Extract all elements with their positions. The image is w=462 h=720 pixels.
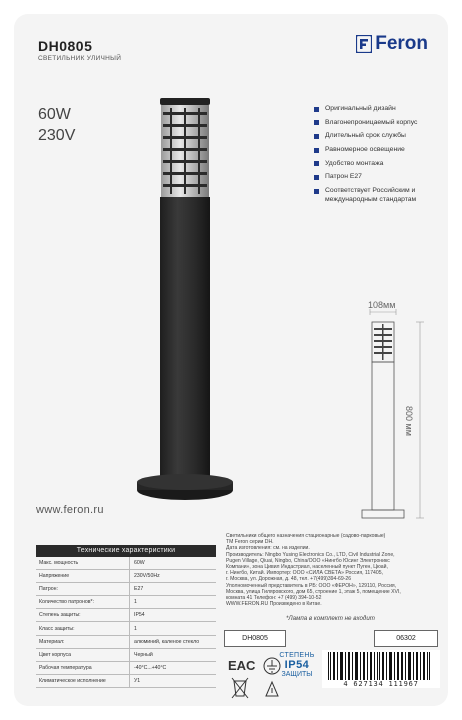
table-row: Патрон: E27 (36, 583, 216, 596)
brand-name: Feron (375, 33, 428, 54)
table-row: Макс. мощность 60W (36, 557, 216, 570)
square-bullet-icon (314, 161, 319, 166)
table-row: Напряжение 230V/50Hz (36, 570, 216, 583)
barcode (322, 650, 440, 684)
feature-item: Влагонепроницаемый корпус (314, 119, 448, 128)
feature-item: Длительный срок службы (314, 132, 448, 141)
outdoor-icon (266, 682, 278, 696)
spec-table-title: Технические характеристики (36, 545, 216, 557)
table-row: Количество патронов*: 1 (36, 596, 216, 609)
voltage-rating: 230V (38, 127, 76, 144)
feature-item: Оригинальный дизайн (314, 105, 448, 114)
manufacturer-info: Светильники общего назначения стационарные (садово-парковые) TM Feron серии DH. Дата изготовления: см. на изделии. Производитель: Ningbo Yusing Electronics Co., LTD, Civil Industrial Zone, Pugen Village, Qiuai, Ningbo, China/ООО «Нингбо Юсинг Электроникс Компани», зона Цивил Индастриал, населенный пункт Пуген, Цюай, г. Нингбо, Китай. Импортер: ООО «СИЛА СВЕТА» Россия, 117405, г. Москва, ул. Дорожная, д. 48, тел. +7(499)394-69-26 Уполномоченный представитель в РБ: ООО «ФЕРОН», 129110, Россия, Москва, улица Гиляровского, дом 65, строение 1, этаж 5, помещение XVI, комната 41 Телефон: +7 (499) 394-10-52 WWW.FERON.RU Произведено в Китае. (226, 533, 401, 608)
table-row: Степень защиты: IP54 (36, 609, 216, 622)
square-bullet-icon (314, 134, 319, 139)
eac-mark: EAC (228, 658, 256, 673)
website-url: www.feron.ru (36, 504, 104, 516)
barcode-number: 4 627134 111967 (322, 680, 440, 688)
feature-item: Удобство монтажа (314, 160, 448, 169)
power-rating: 60W (38, 106, 71, 123)
feature-item: Соответствует Российским и международным стандартам (314, 187, 448, 204)
lamp-not-included-note: *Лампа в комплект не входит (286, 615, 375, 622)
ip-rating-badge: СТЕПЕНЬ IP54 ЗАЩИТЫ (279, 652, 315, 678)
feron-logo-icon (356, 35, 372, 53)
product-subtitle: СВЕТИЛЬНИК УЛИЧНЫЙ (38, 55, 122, 62)
code-row (224, 630, 444, 647)
brand-logo (356, 33, 428, 55)
dimension-width: 108мм (368, 300, 396, 310)
feature-list (314, 105, 448, 209)
recycle-bin-icon (232, 678, 248, 698)
table-row: Класс защиты: 1 (36, 622, 216, 635)
model-number: DH0805 (38, 38, 93, 54)
square-bullet-icon (314, 175, 319, 180)
article-code-box: 06302 (374, 630, 438, 647)
square-bullet-icon (314, 189, 319, 194)
lamp-product-image (134, 96, 244, 506)
table-row: Рабочая температура -40°C...+40°C (36, 662, 216, 675)
product-card (14, 14, 448, 706)
table-row: Цвет корпуса Черный (36, 649, 216, 662)
spec-table (36, 545, 216, 688)
feature-item: Равномерное освещение (314, 146, 448, 155)
table-row: Материал: алюминий, каленое стекло (36, 636, 216, 649)
square-bullet-icon (314, 120, 319, 125)
square-bullet-icon (314, 107, 319, 112)
dimension-drawing (352, 306, 442, 526)
square-bullet-icon (314, 148, 319, 153)
table-row: Климатическое исполнение У1 (36, 675, 216, 688)
dimension-height: 800 мм (404, 406, 414, 436)
model-code-box: DH0805 (224, 630, 286, 647)
feature-item: Патрон E27 (314, 173, 448, 182)
